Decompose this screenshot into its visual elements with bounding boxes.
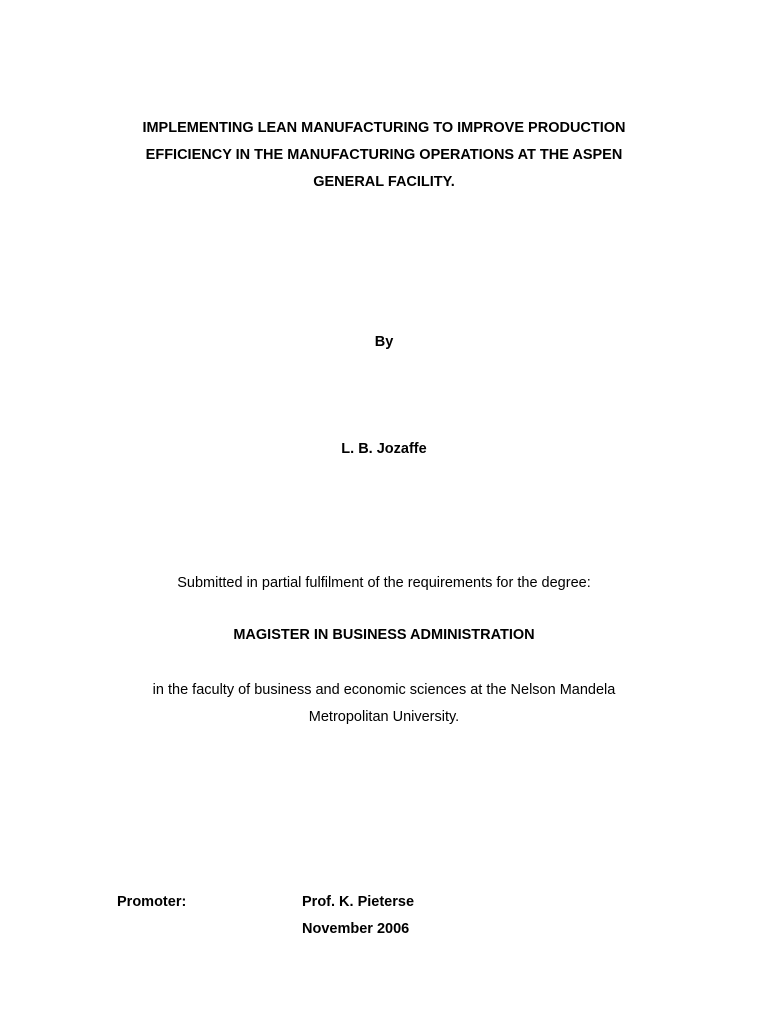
faculty-statement — [114, 677, 654, 731]
submission-statement: Submitted in partial fulfilment of the requirements for the degree: — [177, 575, 591, 591]
author-name: L. B. Jozaffe — [341, 441, 427, 457]
faculty-statement-line-2: Metropolitan University. — [308, 709, 460, 725]
thesis-title-line-1: IMPLEMENTING LEAN MANUFACTURING TO IMPROVE PRODUCTION — [142, 120, 626, 136]
promoter-label: Promoter: — [117, 894, 187, 910]
degree-name: MAGISTER IN BUSINESS ADMINISTRATION — [233, 627, 535, 643]
by-label: By — [374, 334, 394, 350]
submission-date: November 2006 — [302, 921, 410, 937]
faculty-statement-line-1: in the faculty of business and economic sciences at the Nelson Mandela — [152, 682, 616, 698]
thesis-title-line-3: GENERAL FACILITY. — [313, 174, 455, 190]
thesis-title — [114, 115, 654, 196]
thesis-title-line-2: EFFICIENCY IN THE MANUFACTURING OPERATIONS AT THE ASPEN — [145, 147, 623, 163]
promoter-name: Prof. K. Pieterse — [302, 894, 415, 910]
